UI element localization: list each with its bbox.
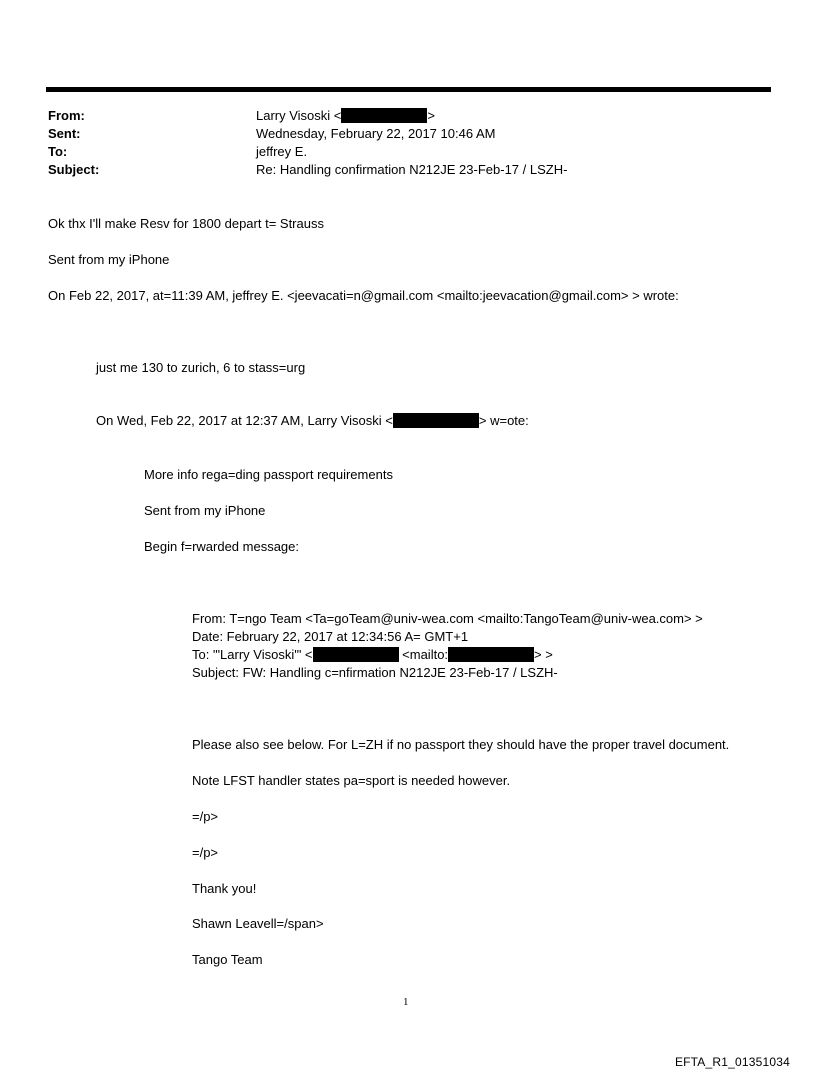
from-name: Larry Visoski < xyxy=(256,108,342,123)
redaction-block xyxy=(448,647,534,662)
redaction-block xyxy=(313,647,399,662)
quoted-header xyxy=(96,412,529,430)
sent-value: Wednesday, February 22, 2017 10:46 AM xyxy=(256,126,496,141)
subject-value: Re: Handling confirmation N212JE 23-Feb-17 / LSZH- xyxy=(256,162,568,177)
fwd-to xyxy=(192,646,553,664)
body-line: =/p> xyxy=(192,809,219,824)
quoted-header-text: On Wed, Feb 22, 2017 at 12:37 AM, Larry Visoski < xyxy=(96,413,393,428)
body-line: Sent from my iPhone xyxy=(144,503,266,518)
body-line: =/p> xyxy=(192,845,219,860)
body-line: Sent from my iPhone xyxy=(48,252,170,267)
fwd-to-mailto: <mailto: xyxy=(402,647,449,662)
fwd-to-close: > > xyxy=(534,647,553,662)
to-label: To: xyxy=(48,144,68,159)
fwd-subject: Subject: FW: Handling c=nfirmation N212JE 23-Feb-17 / LSZH- xyxy=(192,665,558,680)
body-line: Thank you! xyxy=(192,881,257,896)
body-line: Ok thx I'll make Resv for 1800 depart t= Strauss xyxy=(48,216,324,231)
body-line: Begin f=rwarded message: xyxy=(144,539,300,554)
redaction-block xyxy=(341,108,427,123)
to-value: jeffrey E. xyxy=(256,144,308,159)
from-label: From: xyxy=(48,108,85,123)
quoted-header: On Feb 22, 2017, at=11:39 AM, jeffrey E. <jeevacati=n@gmail.com <mailto:jeevacation@gmail.com> > wrote: xyxy=(48,288,679,303)
document-id: EFTA_R1_01351034 xyxy=(674,1055,790,1069)
body-line: More info rega=ding passport requirements xyxy=(144,467,393,482)
fwd-date: Date: February 22, 2017 at 12:34:56 A= GMT+1 xyxy=(192,629,469,644)
subject-label: Subject: xyxy=(48,162,100,177)
fwd-to-text: To: "'Larry Visoski'" < xyxy=(192,647,313,662)
from-value xyxy=(256,107,435,125)
body-line: Note LFST handler states pa=sport is needed however. xyxy=(192,773,511,788)
header-divider xyxy=(46,87,771,92)
redaction-block xyxy=(393,413,479,428)
signature-name: Shawn Leavell=/span> xyxy=(192,916,324,931)
from-close: > xyxy=(427,108,435,123)
quoted-header-end: > w=ote: xyxy=(478,413,529,428)
body-line: Please also see below. For L=ZH if no passport they should have the proper travel document. xyxy=(192,737,730,752)
signature-team: Tango Team xyxy=(192,952,263,967)
fwd-from: From: T=ngo Team <Ta=goTeam@univ-wea.com <mailto:TangoTeam@univ-wea.com> > xyxy=(192,611,703,626)
body-line: just me 130 to zurich, 6 to stass=urg xyxy=(96,360,306,375)
sent-label: Sent: xyxy=(48,126,81,141)
page-number: 1 xyxy=(403,996,409,1008)
